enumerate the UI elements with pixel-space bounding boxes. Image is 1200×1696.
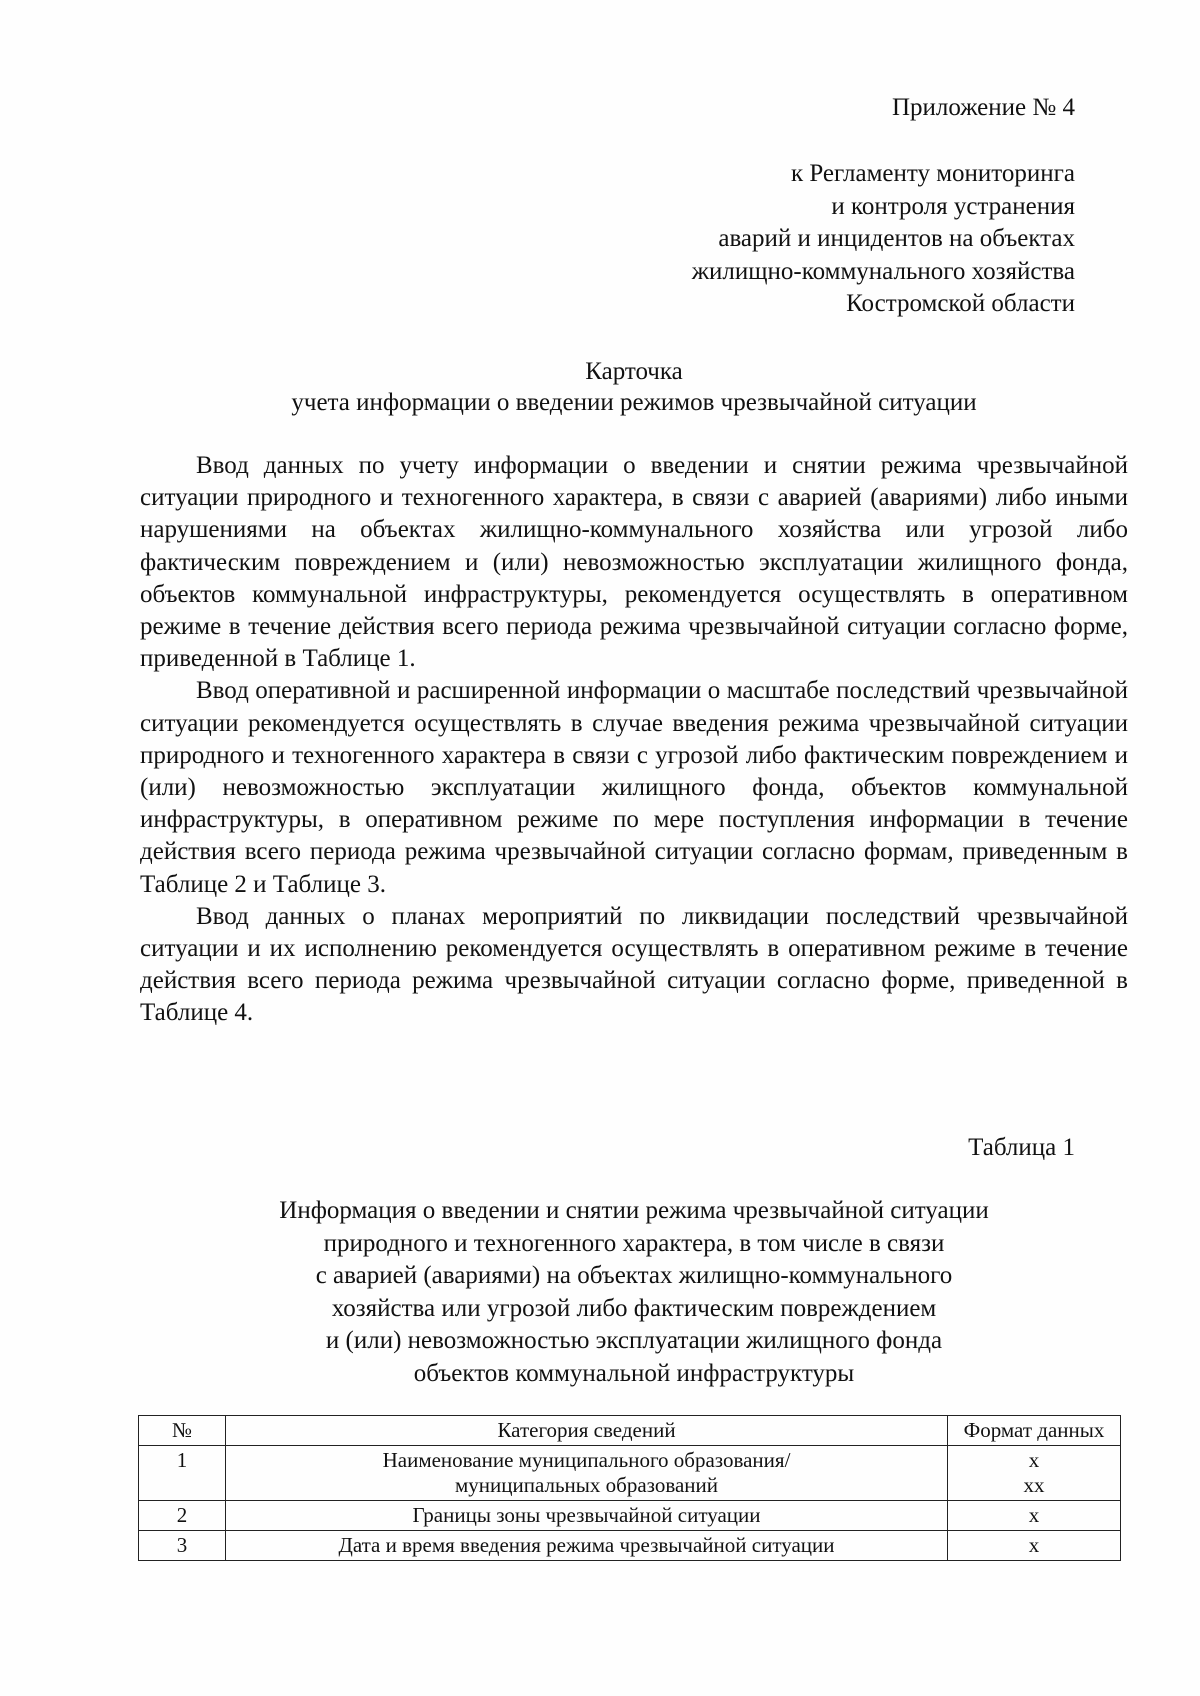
appendix-reference-line: аварий и инцидентов на объектах: [718, 225, 1075, 252]
appendix-reference-line: Костромской области: [846, 290, 1075, 317]
row-category-line: Наименование муниципального образования/: [382, 1448, 791, 1472]
paragraph: Ввод данных по учету информации о введении и снятии режима чрезвычайной ситуации природного и техногенного характера, в связи с аварией (авариями) либо иными нарушениями на объектах жилищно-коммунального хозяйства или угрозой либо фактическим повреждением и (или) невозможностью эксплуатации жилищного фонда, объектов коммунальной инфраструктуры, рекомендуется осуществлять в оперативном режиме в течение действия всего периода режима чрезвычайной ситуации согласно форме, приведенной в Таблице 1.: [140, 452, 1128, 673]
table-title-line: природного и техногенного характера, в том числе в связи: [323, 1229, 945, 1257]
row-category: [226, 1531, 948, 1561]
body-text: [140, 450, 1128, 1030]
row-number: 2: [139, 1501, 226, 1531]
paragraph: Ввод данных о планах мероприятий по ликвидации последствий чрезвычайной ситуации и их исполнению рекомендуется осуществлять в оперативном режиме в течение действия всего периода режима чрезвычайной ситуации согласно форме, приведенной в Таблице 4.: [140, 902, 1128, 1027]
row-format-line: х: [1028, 1533, 1040, 1557]
row-format-line: х: [1028, 1448, 1040, 1472]
table-title-line: объектов коммунальной инфраструктуры: [413, 1359, 855, 1387]
column-header-format: Формат данных: [948, 1416, 1121, 1446]
row-category: [226, 1446, 948, 1501]
table-caption: Таблица 1: [968, 1134, 1075, 1161]
row-format-line: х: [1028, 1503, 1040, 1527]
table-title-line: и (или) невозможностью эксплуатации жилищного фонда: [325, 1327, 943, 1354]
card-heading: [140, 356, 1128, 418]
card-subtitle: учета информации о введении режимов чрезвычайной ситуации: [291, 389, 977, 416]
card-title: Карточка: [585, 358, 683, 385]
appendix-reference-line: жилищно-коммунального хозяйства: [691, 257, 1075, 285]
table-row: [139, 1446, 1121, 1501]
table-row: [139, 1531, 1121, 1561]
row-format: [948, 1501, 1121, 1531]
row-category-line: муниципальных образований: [455, 1473, 718, 1497]
appendix-reference-line: и контроля устранения: [831, 192, 1075, 220]
appendix-number: Приложение № 4: [891, 94, 1075, 121]
appendix-reference-line: к Регламенту мониторинга: [790, 160, 1075, 187]
column-header-number: №: [139, 1416, 226, 1446]
appendix-reference: [692, 158, 1075, 321]
row-category-line: Границы зоны чрезвычайной ситуации: [412, 1503, 761, 1527]
table-title-line: с аварией (авариями) на объектах жилищно-коммунального: [315, 1262, 953, 1289]
row-format: [948, 1446, 1121, 1501]
table-title-line: хозяйства или угрозой либо фактическим повреждением: [331, 1294, 937, 1322]
row-number: 1: [139, 1446, 226, 1501]
table-title-line: Информация о введении и снятии режима чрезвычайной ситуации: [279, 1197, 989, 1224]
row-category-line: Дата и время введения режима чрезвычайной ситуации: [338, 1533, 835, 1557]
table-row: [139, 1501, 1121, 1531]
row-number: 3: [139, 1531, 226, 1561]
row-format-line: хх: [1023, 1473, 1045, 1497]
data-table: [138, 1415, 1121, 1561]
row-format: [948, 1531, 1121, 1561]
column-header-category: Категория сведений: [226, 1416, 948, 1446]
table-title: [140, 1195, 1128, 1390]
paragraph: Ввод оперативной и расширенной информации о масштабе последствий чрезвычайной ситуации рекомендуется осуществлять в случае введения режима чрезвычайной ситуации природного и техногенного характера в связи с угрозой либо фактическим повреждением и (или) невозможностью эксплуатации жилищного фонда, объектов коммунальной инфраструктуры, в оперативном режиме по мере поступления информации в течение действия всего периода режима чрезвычайной ситуации согласно формам, приведенным в Таблице 2 и Таблице 3.: [140, 677, 1128, 898]
row-category: [226, 1501, 948, 1531]
table-header-row: [139, 1416, 1121, 1446]
